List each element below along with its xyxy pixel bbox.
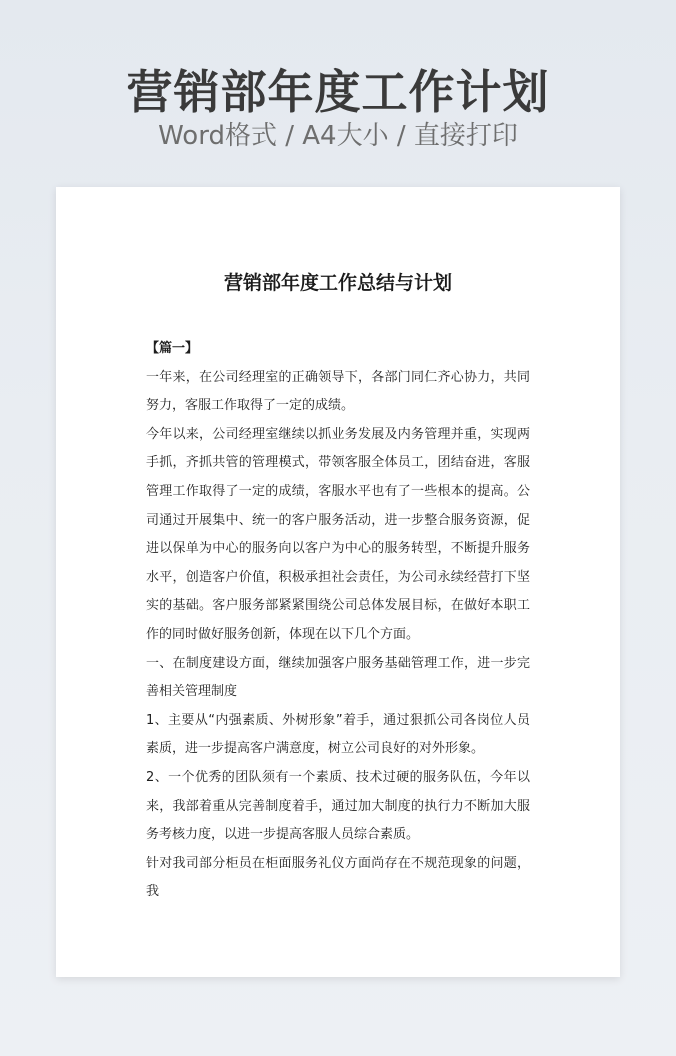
document-body bbox=[146, 335, 530, 907]
paragraph-item-1: 1、主要从“内强素质、外树形象”着手，通过狠抓公司各岗位人员素质，进一步提高客户满意度，树立公司良好的对外形象。 bbox=[146, 712, 530, 757]
paragraph-heading-system: 一、在制度建设方面，继续加强客户服务基础管理工作，进一步完善相关管理制度 bbox=[146, 655, 530, 700]
section-label: 【篇一】 bbox=[146, 341, 199, 356]
banner-subtitle: Word格式 / A4大小 / 直接打印 bbox=[158, 121, 518, 151]
banner-title: 营销部年度工作计划 bbox=[126, 65, 550, 119]
paragraph-counter-service: 针对我司部分柜员在柜面服务礼仪方面尚存在不规范现象的问题，我 bbox=[146, 855, 530, 900]
paragraph-intro: 一年来，在公司经理室的正确领导下，各部门同仁齐心协力，共同努力，客服工作取得了一定的成绩。 bbox=[146, 369, 530, 414]
document-title: 营销部年度工作总结与计划 bbox=[223, 272, 452, 294]
paragraph-overview: 今年以来，公司经理室继续以抓业务发展及内务管理并重，实现两手抓，齐抓共管的管理模式，带领客服全体员工，团结奋进，客服管理工作取得了一定的成绩，客服水平也有了一些根本的提高。公司通过开展集中、统一的客户服务活动，进一步整合服务资源，促进以保单为中心的服务向以客户为中心的服务转型，不断提升服务水平，创造客户价值，积极承担社会责任，为公司永续经营打下坚实的基础。客户服务部紧紧围绕公司总体发展目标，在做好本职工作的同时做好服务创新，体现在以下几个方面。 bbox=[146, 426, 530, 642]
paragraph-item-2: 2、一个优秀的团队须有一个素质、技术过硬的服务队伍，今年以来，我部着重从完善制度着手，通过加大制度的执行力不断加大服务考核力度，以进一步提高客服人员综合素质。 bbox=[146, 769, 530, 843]
document-page bbox=[56, 187, 620, 977]
